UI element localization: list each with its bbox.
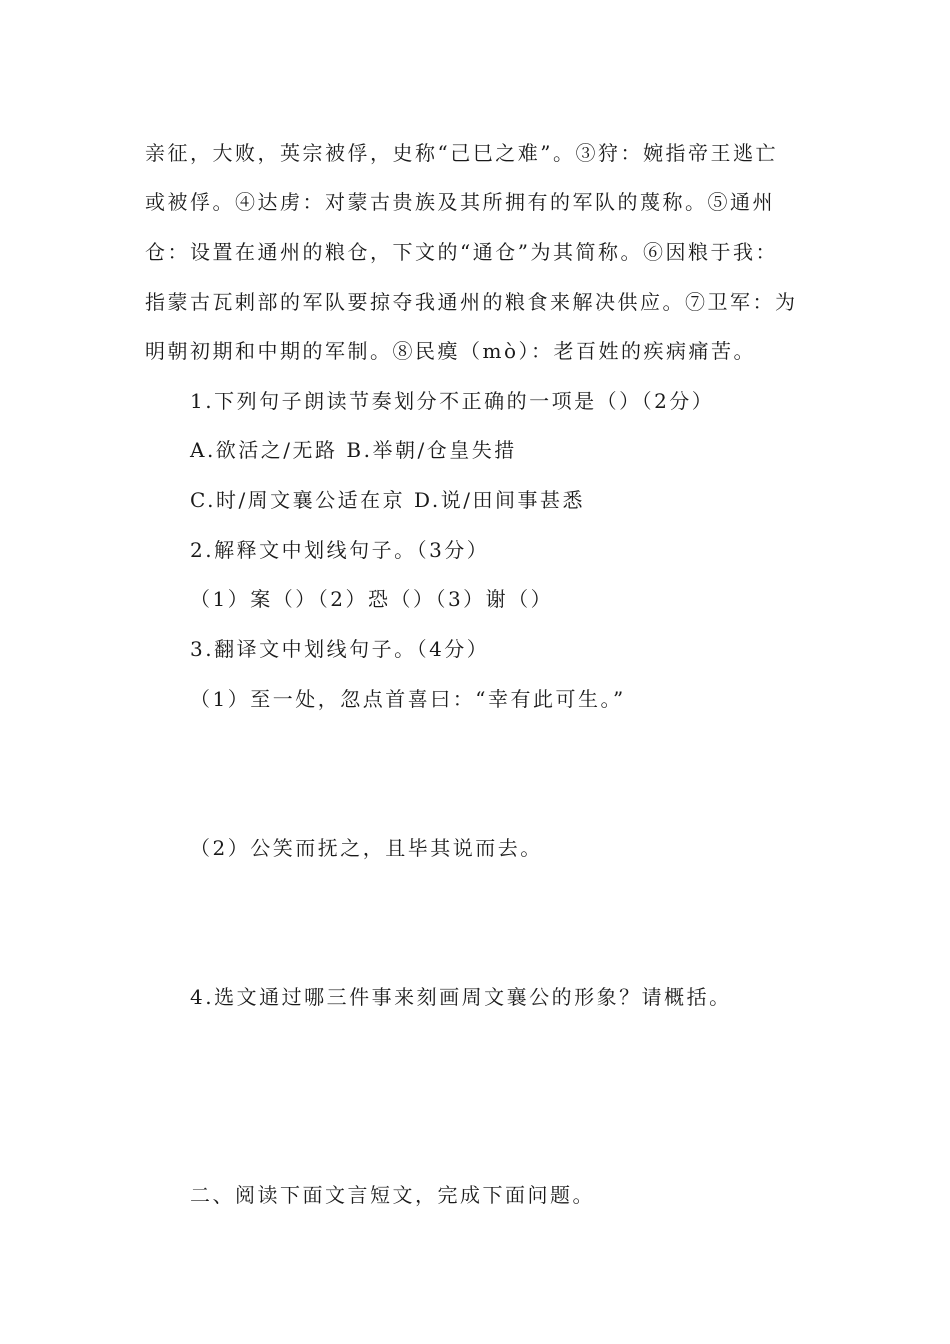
question-1-stem: 1.下列句子朗读节奏划分不正确的一项是（）（2分） [190,389,715,413]
question-1-options-cd: C.时/周文襄公适在京 D.说/田间事甚悉 [190,488,585,512]
question-3-stem: 3.翻译文中划线句子。（4分） [190,637,490,661]
note-line-5: 明朝初期和中期的军制。⑧民瘼（mò）：老百姓的疾病痛苦。 [145,339,757,363]
question-2-stem: 2.解释文中划线句子。（3分） [190,538,490,562]
question-2-items: （1）案（）（2）恐（）（3）谢（） [190,587,554,611]
note-line-3: 仓：设置在通州的粮仓，下文的“通仓”为其简称。⑥因粮于我： [145,240,778,264]
question-3-item-1: （1）至一处，忽点首喜曰：“幸有此可生。” [190,687,626,711]
question-1-options-ab: A.欲活之/无路 B.举朝/仓皇失措 [190,438,517,462]
note-line-1: 亲征，大败，英宗被俘，史称“己巳之难”。③狩：婉指帝王逃亡 [145,141,778,165]
question-3-item-2: （2）公笑而抚之，且毕其说而去。 [190,836,543,860]
note-line-4: 指蒙古瓦剌部的军队要掠夺我通州的粮食来解决供应。⑦卫军：为 [145,290,798,314]
question-4-stem: 4.选文通过哪三件事来刻画周文襄公的形象？请概括。 [190,985,732,1009]
note-line-2: 或被俘。④达虏：对蒙古贵族及其所拥有的军队的蔑称。⑤通州 [145,190,775,214]
section-2-heading: 二、阅读下面文言短文，完成下面问题。 [190,1183,595,1207]
